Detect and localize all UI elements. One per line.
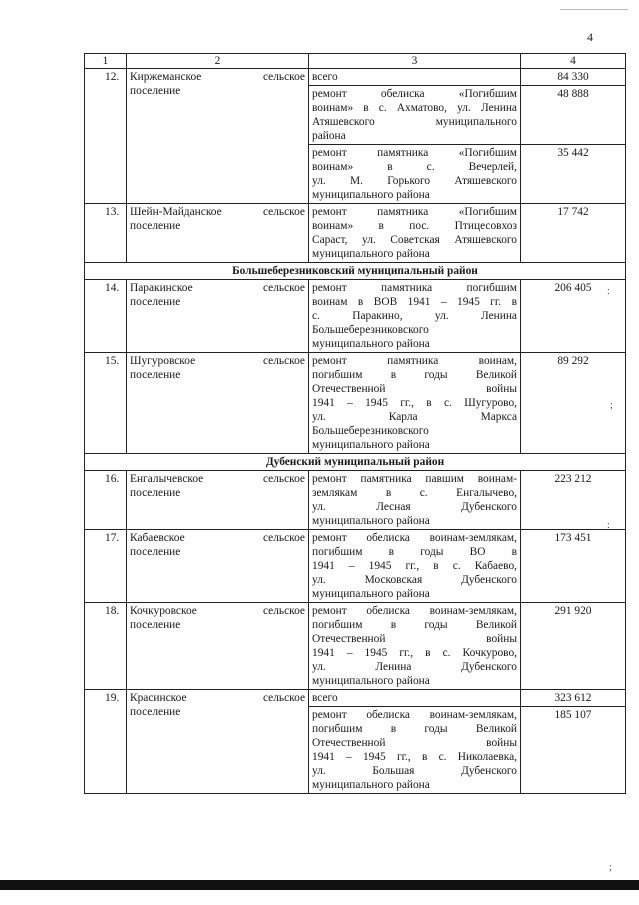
description-line: 1941 – 1945 гг., в с. Николаевка, xyxy=(312,751,517,763)
table-row xyxy=(85,280,626,353)
amount: 48 888 xyxy=(521,86,626,145)
description-line: Сараст, ул. Советская Атяшевского xyxy=(312,234,517,246)
column-header: 3 xyxy=(309,54,521,69)
district-title: Большеберезниковский муниципальный район xyxy=(85,263,626,280)
margin-mark: ; xyxy=(609,862,612,873)
amount: 173 451 xyxy=(521,530,626,603)
settlement-line: поселение xyxy=(130,706,181,718)
table-row xyxy=(85,603,626,690)
description-line: муниципального района xyxy=(312,675,430,687)
description-line: ул. Карла Маркса xyxy=(312,411,517,423)
settlement-line: Киржеманское сельское xyxy=(130,71,305,83)
amount: 89 292 xyxy=(521,353,626,454)
amount: 291 920 xyxy=(521,603,626,690)
row-number: 13. xyxy=(85,204,127,263)
amount: 17 742 xyxy=(521,204,626,263)
description-line: воинам» в пос. Птицесовхоз xyxy=(312,220,517,232)
district-row xyxy=(85,263,626,280)
description-line: погибшим в годы Великой xyxy=(312,619,517,631)
amount: 206 405 xyxy=(521,280,626,353)
description-line: муниципального района xyxy=(312,779,430,791)
row-number: 19. xyxy=(85,690,127,794)
margin-mark: : xyxy=(607,520,610,531)
settlement-line: поселение xyxy=(130,220,181,232)
description-line: Атяшевского муниципального xyxy=(312,116,517,128)
description-line: ремонт памятника «Погибшим xyxy=(312,147,517,159)
row-number: 18. xyxy=(85,603,127,690)
row-number: 15. xyxy=(85,353,127,454)
description-line: 1941 – 1945 гг., в с. Кочкурово, xyxy=(312,647,517,659)
description-line: погибшим в годы Великой xyxy=(312,369,517,381)
margin-mark: : xyxy=(607,286,610,297)
description-line: 1941 – 1945 гг., в с. Шугурово, xyxy=(312,397,517,409)
work-description xyxy=(309,86,521,145)
work-description xyxy=(309,690,521,707)
description-line: всего xyxy=(312,692,338,704)
description-line: муниципального района xyxy=(312,515,430,527)
work-description xyxy=(309,471,521,530)
page-number: 4 xyxy=(587,30,593,44)
description-line: Большеберезниковского xyxy=(312,324,429,336)
settlement-name xyxy=(127,690,309,794)
column-header: 4 xyxy=(521,54,626,69)
table-row xyxy=(85,69,626,86)
description-line: воинам» в с. Ахматово, ул. Ленина xyxy=(312,102,517,114)
description-line: ул. М. Горького Атяшевского xyxy=(312,175,517,187)
description-line: 1941 – 1945 гг., в с. Кабаево, xyxy=(312,560,517,572)
work-description xyxy=(309,204,521,263)
settlement-name xyxy=(127,204,309,263)
settlement-name xyxy=(127,603,309,690)
settlement-line: Кочкуровское сельское xyxy=(130,605,305,617)
row-number: 16. xyxy=(85,471,127,530)
description-line: ремонт памятника воинам, xyxy=(312,355,517,367)
row-number: 12. xyxy=(85,69,127,204)
description-line: погибшим в годы Великой xyxy=(312,723,517,735)
settlement-name xyxy=(127,353,309,454)
description-line: муниципального района xyxy=(312,439,430,451)
description-line: ул. Лесная Дубенского xyxy=(312,501,517,513)
row-number: 14. xyxy=(85,280,127,353)
description-line: ремонт памятника «Погибшим xyxy=(312,206,517,218)
work-description xyxy=(309,280,521,353)
description-line: воинам» в с. Вечерлей, xyxy=(312,161,517,173)
settlement-line: поселение xyxy=(130,546,181,558)
description-line: ремонт обелиска «Погибшим xyxy=(312,88,517,100)
description-line: погибшим в годы ВО в xyxy=(312,546,517,558)
description-line: Отечественной войны xyxy=(312,383,517,395)
description-line: ремонт памятника погибшим xyxy=(312,282,517,294)
description-line: с. Паракино, ул. Ленина xyxy=(312,310,517,322)
table-row xyxy=(85,530,626,603)
settlement-line: поселение xyxy=(130,487,181,499)
description-line: ул. Московская Дубенского xyxy=(312,574,517,586)
description-line: ул. Большая Дубенского xyxy=(312,765,517,777)
settlement-line: Шейн-Майданское сельское xyxy=(130,206,305,218)
work-description xyxy=(309,707,521,794)
district-title: Дубенский муниципальный район xyxy=(85,454,626,471)
description-line: муниципального района xyxy=(312,189,430,201)
work-description xyxy=(309,145,521,204)
description-line: ремонт памятника павшим воинам- xyxy=(312,473,517,485)
table-row xyxy=(85,471,626,530)
settlement-name xyxy=(127,471,309,530)
description-line: района xyxy=(312,130,346,142)
settlement-name xyxy=(127,69,309,204)
work-description xyxy=(309,530,521,603)
settlement-line: Кабаевское сельское xyxy=(130,532,305,544)
table-row xyxy=(85,353,626,454)
column-header: 1 xyxy=(85,54,127,69)
allocation-table xyxy=(84,53,626,794)
amount: 323 612 xyxy=(521,690,626,707)
amount: 185 107 xyxy=(521,707,626,794)
settlement-line: поселение xyxy=(130,369,181,381)
settlement-line: поселение xyxy=(130,85,181,97)
column-header: 2 xyxy=(127,54,309,69)
table-header-row xyxy=(85,54,626,69)
work-description xyxy=(309,69,521,86)
table-row xyxy=(85,690,626,707)
top-edge-rule xyxy=(560,9,628,10)
description-line: муниципального района xyxy=(312,338,430,350)
amount: 35 442 xyxy=(521,145,626,204)
scan-edge-bar xyxy=(0,880,639,890)
description-line: Отечественной войны xyxy=(312,737,517,749)
description-line: ул. Ленина Дубенского xyxy=(312,661,517,673)
description-line: Большеберезниковского xyxy=(312,425,429,437)
settlement-name xyxy=(127,530,309,603)
row-number: 17. xyxy=(85,530,127,603)
description-line: воинам в ВОВ 1941 – 1945 гг. в xyxy=(312,296,517,308)
table-row xyxy=(85,204,626,263)
work-description xyxy=(309,353,521,454)
settlement-line: Красинское сельское xyxy=(130,692,305,704)
settlement-line: поселение xyxy=(130,619,181,631)
settlement-line: Шугуровское сельское xyxy=(130,355,305,367)
description-line: ремонт обелиска воинам-землякам, xyxy=(312,709,517,721)
settlement-name xyxy=(127,280,309,353)
settlement-line: Енгалычевское сельское xyxy=(130,473,305,485)
description-line: муниципального района xyxy=(312,588,430,600)
description-line: Отечественной войны xyxy=(312,633,517,645)
district-row xyxy=(85,454,626,471)
work-description xyxy=(309,603,521,690)
margin-mark: ; xyxy=(610,400,613,411)
amount: 84 330 xyxy=(521,69,626,86)
description-line: всего xyxy=(312,71,338,83)
description-line: землякам в с. Енгалычево, xyxy=(312,487,517,499)
description-line: ремонт обелиска воинам-землякам, xyxy=(312,605,517,617)
amount: 223 212 xyxy=(521,471,626,530)
description-line: ремонт обелиска воинам-землякам, xyxy=(312,532,517,544)
settlement-line: поселение xyxy=(130,296,181,308)
settlement-line: Паракинское сельское xyxy=(130,282,305,294)
description-line: муниципального района xyxy=(312,248,430,260)
